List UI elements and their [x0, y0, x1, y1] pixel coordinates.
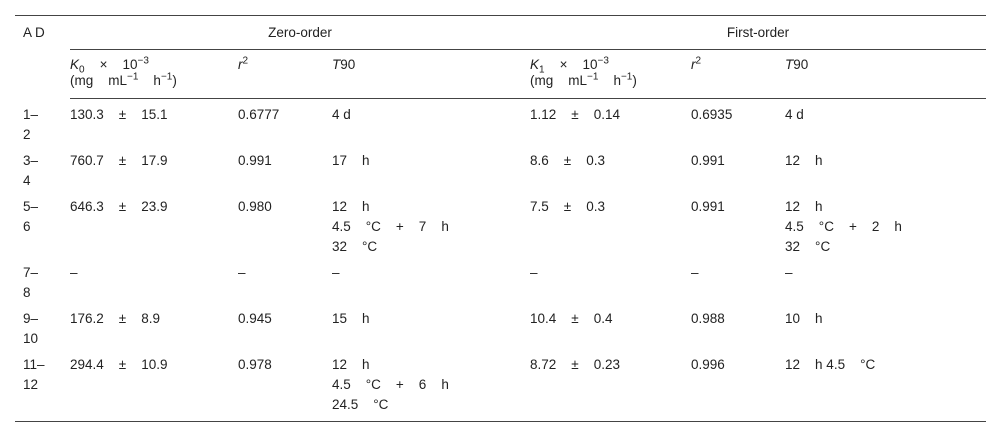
r2-zero-symbol: r — [238, 57, 243, 72]
t90-zero-rest: 90 — [340, 57, 356, 72]
col-header-t90-zero — [332, 50, 530, 99]
cell-t90-first: 4 d — [785, 107, 804, 122]
cell-k1: 8.6 ± 0.3 — [530, 152, 605, 168]
k1-times: × 10 — [559, 57, 598, 72]
table-row — [15, 257, 986, 303]
k0-unit-close: ) — [172, 73, 177, 88]
k0-subscript: 0 — [79, 64, 85, 76]
cell-t90-zero: 12 h 4.5 °C + 7 h 32 °C — [332, 198, 449, 254]
cell-k1: 8.72 ± 0.23 — [530, 349, 691, 422]
cell-r2-zero: – — [238, 264, 246, 280]
k1-symbol: K — [530, 57, 540, 72]
cell-k0: 130.3 ± 15.1 — [70, 107, 168, 122]
k1-unit-open: (mg mL — [530, 73, 588, 88]
column-header-row — [15, 50, 986, 99]
cell-k0: 760.7 ± 17.9 — [70, 152, 168, 168]
table-row — [15, 349, 986, 422]
cell-ad: 5– 6 — [23, 198, 39, 234]
group-header-zero-order: Zero-order — [70, 16, 530, 50]
t90-zero-symbol: T — [332, 57, 341, 72]
t90-first-rest: 90 — [793, 57, 809, 72]
cell-r2-first: 0.996 — [691, 349, 785, 422]
cell-t90-zero: 15 h — [332, 310, 370, 326]
cell-r2-first: 0.6935 — [691, 107, 733, 122]
cell-ad: 9– 10 — [23, 310, 39, 346]
r2-zero-exp: 2 — [242, 55, 249, 67]
cell-k1: 7.5 ± 0.3 — [530, 198, 605, 214]
cell-r2-zero: 0.945 — [238, 310, 272, 326]
cell-r2-first: 0.991 — [691, 198, 725, 214]
col-header-r2-zero — [238, 50, 332, 99]
k0-unit-exp1: −1 — [127, 71, 139, 83]
k0-exp: −3 — [137, 55, 149, 67]
col-header-k0 — [70, 50, 238, 99]
cell-ad: 11– 12 — [15, 349, 70, 422]
cell-k1: 1.12 ± 0.14 — [530, 107, 620, 122]
cell-t90-first: – — [785, 264, 793, 280]
k1-unit-exp1: −1 — [587, 71, 599, 83]
k0-symbol: K — [70, 57, 80, 72]
t90-first-symbol: T — [785, 57, 794, 72]
k1-subscript: 1 — [539, 64, 545, 76]
r2-first-exp: 2 — [695, 55, 702, 67]
cell-k0: 176.2 ± 8.9 — [70, 310, 160, 326]
group-header-row — [15, 16, 986, 50]
cell-t90-zero: 12 h 4.5 °C + 6 h 24.5 °C — [332, 349, 530, 422]
cell-r2-zero: 0.978 — [238, 349, 332, 422]
corner-header: A D — [15, 16, 70, 99]
cell-t90-first: 12 h 4.5 °C — [785, 349, 986, 422]
table-row — [15, 303, 986, 349]
cell-k0: 646.3 ± 23.9 — [70, 198, 168, 214]
cell-r2-zero: 0.6777 — [238, 107, 280, 122]
cell-r2-zero: 0.980 — [238, 198, 272, 214]
cell-t90-zero: 17 h — [332, 152, 370, 168]
cell-t90-zero: – — [332, 264, 340, 280]
k0-unit-exp2: −1 — [160, 71, 173, 83]
kinetics-table — [15, 15, 986, 422]
k1-unit-exp2: −1 — [620, 71, 633, 83]
cell-ad: 1– 2 — [23, 106, 39, 142]
cell-ad: 3– 4 — [23, 152, 39, 188]
cell-t90-first: 12 h 4.5 °C + 2 h 32 °C — [785, 198, 902, 254]
k1-unit-close: ) — [632, 73, 637, 88]
cell-r2-first: – — [691, 264, 699, 280]
k0-unit-open: (mg mL — [70, 73, 128, 88]
cell-k0: – — [70, 264, 78, 280]
col-header-k1 — [530, 50, 691, 99]
table-row — [15, 191, 986, 257]
cell-r2-first: 0.991 — [691, 152, 725, 168]
col-header-t90-first — [785, 50, 986, 99]
col-header-r2-first — [691, 50, 785, 99]
r2-first-symbol: r — [691, 57, 696, 72]
cell-k0: 294.4 ± 10.9 — [70, 349, 238, 422]
k0-times: × 10 — [99, 57, 138, 72]
cell-ad: 7– 8 — [23, 264, 39, 300]
k1-exp: −3 — [597, 55, 609, 67]
cell-r2-first: 0.988 — [691, 310, 725, 326]
table-row — [15, 99, 986, 145]
table-row — [15, 145, 986, 191]
cell-t90-zero: 4 d — [332, 107, 351, 122]
cell-k1: 10.4 ± 0.4 — [530, 310, 613, 326]
table-body — [15, 99, 986, 422]
cell-k1: – — [530, 264, 538, 280]
cell-r2-zero: 0.991 — [238, 152, 272, 168]
k0-unit-mid: h — [138, 73, 161, 88]
cell-t90-first: 10 h — [785, 310, 823, 326]
group-header-first-order: First-order — [530, 16, 986, 50]
cell-t90-first: 12 h — [785, 152, 823, 168]
k1-unit-mid: h — [598, 73, 621, 88]
